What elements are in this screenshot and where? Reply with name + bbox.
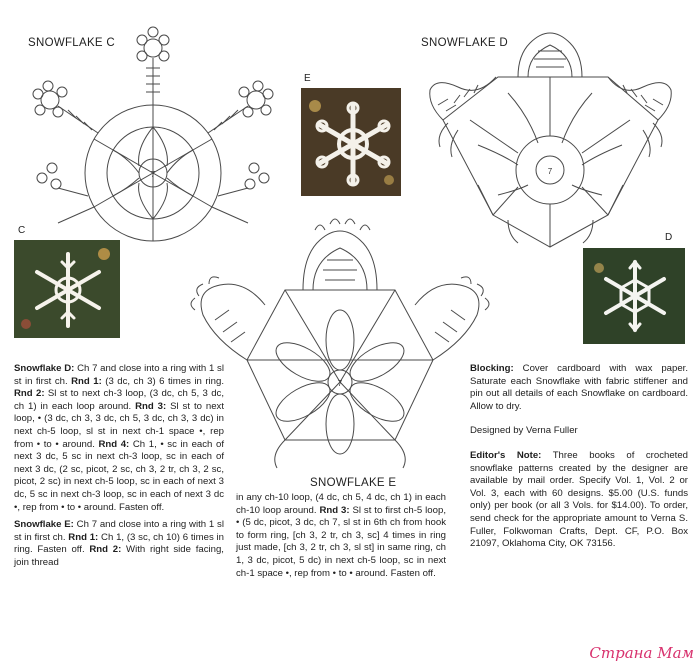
snowflake-c-photo-icon: [14, 240, 120, 338]
snowflake-d-rnd1-label: Rnd 1:: [71, 375, 102, 387]
snowflake-d-center-mark: 7: [547, 167, 553, 176]
snowflake-d-text-5: Ch 1, • sc in each of next 3 dc, 5 sc in next ch-3 loop, sc in each of next 3 dc, (2 sc, picot, 2 sc, ch 3, 2 tr, ch 3, 2 sc, picot, 2 sc) in next ch-5 loop, sc in each of next 3 dc, 5 sc in next ch-3 loop, sc in each of next 3 dc •, rep from • to • around. Fasten off.: [14, 438, 224, 513]
snowflake-d-text-3: Sl st to next ch-3 loop, (3 dc, ch 5, 3 dc, ch 1) in each loop around.: [14, 388, 224, 412]
snowflake-e-diagram: [185, 210, 495, 475]
snowflake-d-rnd4-label: Rnd 4:: [98, 438, 130, 450]
instructions-right-column: [470, 363, 688, 556]
snowflake-e-text-4: in any ch-10 loop, (4 dc, ch 5, 4 dc, ch 1) in each ch-10 loop around.: [236, 492, 446, 516]
instructions-left-column: [14, 363, 224, 575]
photo-d-tag: D: [665, 232, 673, 243]
blocking-text: Cover cardboard with wax paper. Saturate each Snowflake with fabric stiffener and pin out all details of each Snowflake on cardboard. Allow to dry.: [470, 363, 688, 412]
snowflake-e-text-2: Ch 1, (3 sc, ch 10) 6 times in ring. Fasten off.: [14, 531, 224, 556]
snowflake-d-rnd3-label: Rnd 3:: [135, 400, 167, 412]
photo-c-tag: C: [18, 225, 26, 236]
snowflake-e-rnd3-label: Rnd 3:: [319, 504, 350, 516]
snowflake-e-heading: Snowflake E:: [14, 519, 74, 531]
photo-snowflake-d: [583, 248, 685, 344]
snowflake-e-rnd1-label: Rnd 1:: [68, 531, 99, 543]
snowflake-d-title: SNOWFLAKE D: [421, 37, 509, 49]
snowflake-d-text-1: Ch 7 and close into a ring with 1 sl st in first ch.: [14, 363, 224, 387]
editors-note-text: Three books of crocheted snowflake patterns created by the designer are available by mail order. Specify Vol. 1, Vol. 2 or Vol. 3, each with 60 designs. $5.00 (U.S. funds only) per book (or all 3 Vols. for $14.00). To order, send check for the appropriate amount to Verna S. Fuller, Folkwoman Crafts, Dept. CF, P.O. Box 21097, Oklahoma City, OK 73156.: [470, 449, 688, 550]
snowflake-e-text-1: Ch 7 and close into a ring with 1 sl st in first ch.: [14, 519, 224, 543]
snowflake-e-center-mark: 7: [337, 379, 343, 388]
snowflake-d-heading: Snowflake D:: [14, 363, 75, 374]
designer-credit: Designed by Verna Fuller: [470, 425, 578, 437]
photo-snowflake-e: [301, 88, 401, 196]
watermark-logo: Страна Мам: [589, 644, 694, 662]
snowflake-d-text-2: (3 dc, ch 3) 6 times in ring.: [101, 375, 225, 387]
snowflake-e-photo-icon: [301, 88, 401, 196]
snowflake-d-rnd2-label: Rnd 2:: [14, 388, 45, 400]
snowflake-c-center-mark: 7: [150, 170, 156, 179]
snowflake-e-text-5: Sl st to first ch-5 loop, • (5 dc, picot, 3 dc, ch 7, sl st in 6th ch from hook to form ring, [ch 3, 2 tr, ch 3, sc] 4 times in ring just made, [ch 3, 2 tr, ch 3, sl st] in same ring, ch 1, 3 dc, picot, 5 dc) in next ch-5 loop, sc in next ch-1 space •, rep from • to • around. Fasten off.: [236, 504, 446, 579]
instructions-middle-column: [236, 492, 446, 585]
snowflake-c-title: SNOWFLAKE C: [28, 37, 116, 49]
photo-e-tag: E: [304, 73, 311, 84]
snowflake-e-title: SNOWFLAKE E: [310, 477, 397, 489]
snowflake-d-text-4: Sl st to next loop, • (3 dc, ch 3, 3 dc, ch 5, 3 dc, ch 3, 3 dc) in next ch-5 loop, sl st in next ch-1 space •, rep from • to • around.: [14, 400, 224, 450]
editors-note-heading: Editor's Note:: [470, 449, 542, 461]
snowflake-e-rnd2-label: Rnd 2:: [89, 544, 122, 556]
photo-snowflake-c: [14, 240, 120, 338]
snowflake-d-photo-icon: [583, 248, 685, 344]
blocking-heading: Blocking:: [470, 363, 514, 374]
snowflake-e-text-3: With right side facing, join thread: [14, 544, 224, 568]
